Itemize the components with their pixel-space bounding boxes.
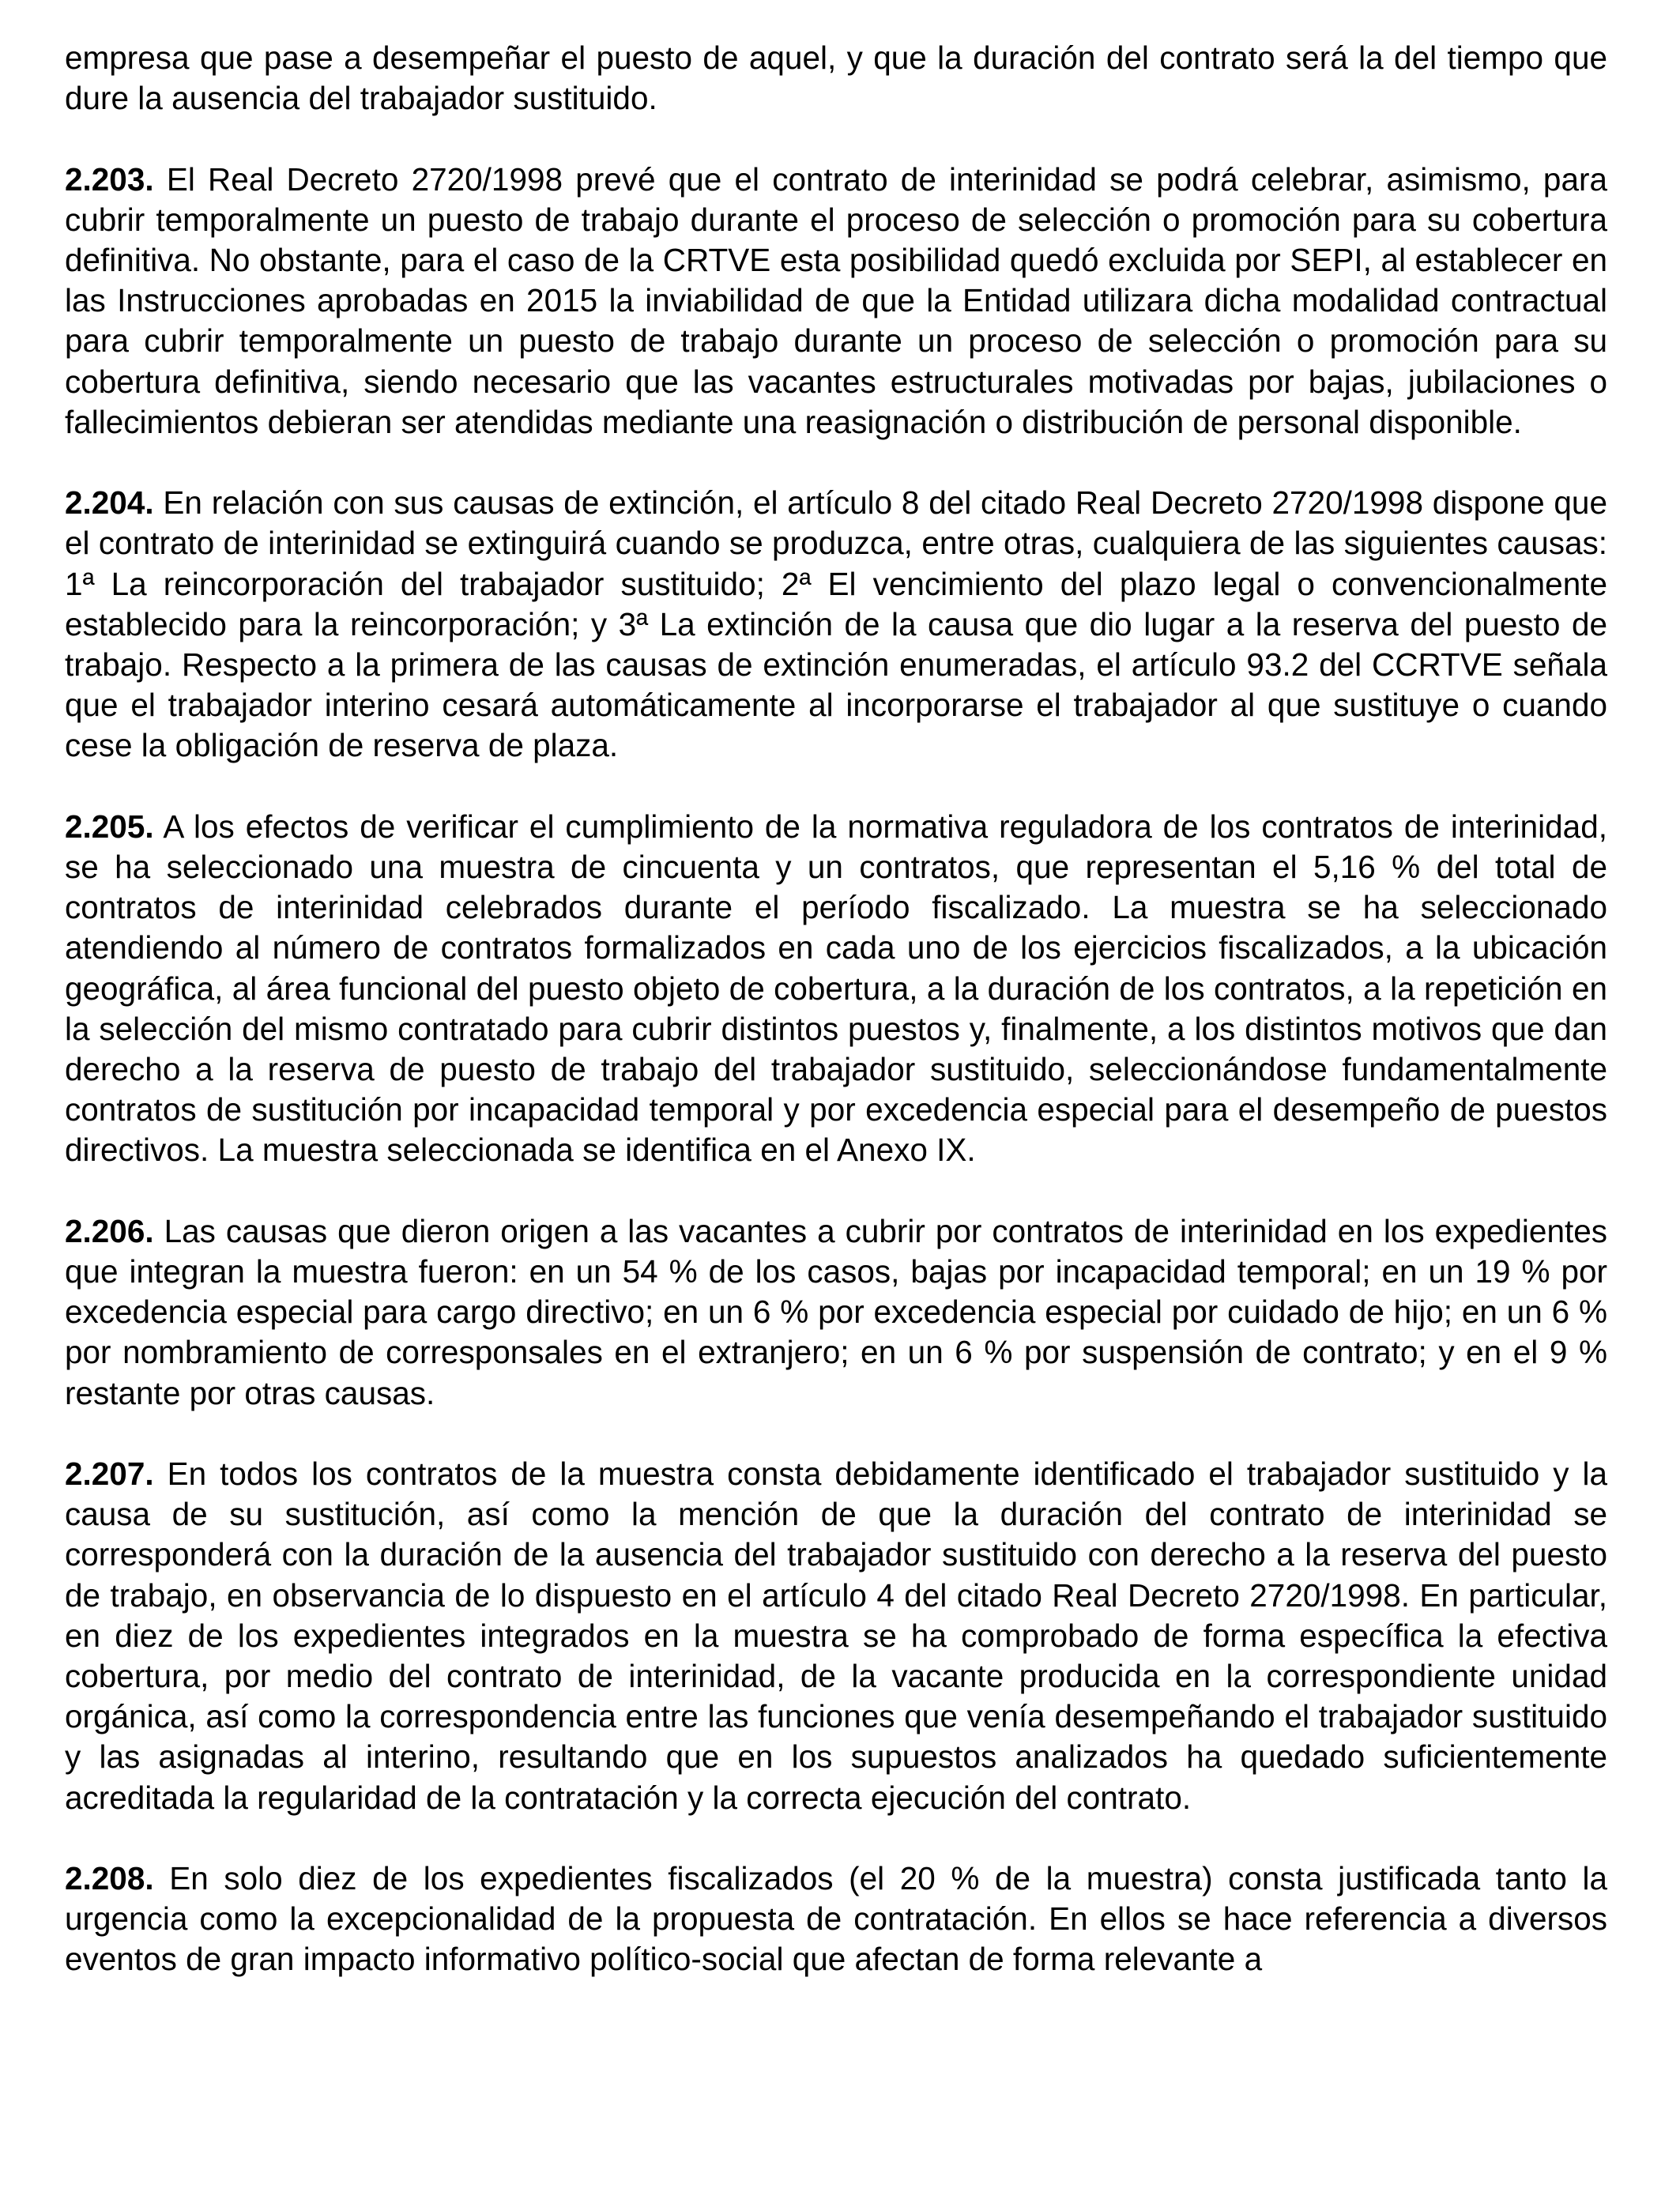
paragraph-text: A los efectos de verificar el cumplimiento de la normativa reguladora de los contratos de interinidad, se ha seleccionado una muestra de cincuenta y un contratos, que representan el 5,16 % del total de contratos de interinidad celebrados durante el período fiscalizado. La muestra se ha seleccionado atendiendo al número de contratos formalizados en cada uno de los ejercicios fiscalizados, a la ubicación geográfica, al área funcional del puesto objeto de cobertura, a la duración de los contratos, a la repetición en la selección del mismo contratado para cubrir distintos puestos y, finalmente, a los distintos motivos que dan derecho a la reserva de puesto de trabajo del trabajador sustituido, seleccionándose fundamentalmente contratos de sustitución por incapacidad temporal y por excedencia especial para el desempeño de puestos directivos. La muestra seleccionada se identifica en el Anexo IX. [65, 808, 1607, 1169]
paragraph-text: En relación con sus causas de extinción, el artículo 8 del citado Real Decreto 2720/1998 dispone que el contrato de interinidad se extinguirá cuando se produzca, entre otras, cualquiera de las siguientes causas: 1ª La reincorporación del trabajador sustituido; 2ª El vencimiento del plazo legal o convencionalmente establecido para la reincorporación; y 3ª La extinción de la causa que dio lugar a la reserva del puesto de trabajo. Respecto a la primera de las causas de extinción enumeradas, el artículo 93.2 del CCRTVE señala que el trabajador interino cesará automáticamente al incorporarse el trabajador al que sustituye o cuando cese la obligación de reserva de plaza. [65, 484, 1607, 764]
paragraph-number: 2.208. [65, 1860, 154, 1897]
paragraph-2-208 [65, 1859, 1607, 1980]
paragraph-number: 2.207. [65, 1456, 154, 1493]
paragraph-text: El Real Decreto 2720/1998 prevé que el contrato de interinidad se podrá celebrar, asimismo, para cubrir temporalmente un puesto de trabajo durante el proceso de selección o promoción para su cobertura definitiva. No obstante, para el caso de la CRTVE esta posibilidad quedó excluida por SEPI, al establecer en las Instrucciones aprobadas en 2015 la inviabilidad de que la Entidad utilizara dicha modalidad contractual para cubrir temporalmente un puesto de trabajo durante un proceso de selección o promoción para su cobertura definitiva, siendo necesario que las vacantes estructurales motivadas por bajas, jubilaciones o fallecimientos debieran ser atendidas mediante una reasignación o distribución de personal disponible. [65, 160, 1607, 440]
paragraph-2-206 [65, 1211, 1607, 1414]
paragraph-number: 2.205. [65, 808, 154, 845]
paragraph-text: empresa que pase a desempeñar el puesto de aquel, y que la duración del contrato será la del tiempo que dure la ausencia del trabajador sustituido. [65, 40, 1607, 117]
paragraph-text: En solo diez de los expedientes fiscalizados (el 20 % de la muestra) consta justificada tanto la urgencia como la excepcionalidad de la propuesta de contratación. En ellos se hace referencia a diversos eventos de gran impacto informativo político-social que afectan de forma relevante a [65, 1860, 1607, 1978]
paragraph-2-207 [65, 1454, 1607, 1818]
paragraph-number: 2.206. [65, 1212, 154, 1249]
paragraph-number: 2.204. [65, 484, 154, 522]
paragraph-2-203 [65, 160, 1607, 443]
paragraph-continuation [65, 38, 1607, 119]
paragraph-text: En todos los contratos de la muestra consta debidamente identificado el trabajador sustituido y la causa de su sustitución, así como la mención de que la duración del contrato de interinidad se corresponderá con la duración de la ausencia del trabajador sustituido con derecho a la reserva del puesto de trabajo, en observancia de lo dispuesto en el artículo 4 del citado Real Decreto 2720/1998. En particular, en diez de los expedientes integrados en la muestra se ha comprobado de forma específica la efectiva cobertura, por medio del contrato de interinidad, de la vacante producida en la correspondiente unidad orgánica, así como la correspondencia entre las funciones que venía desempeñando el trabajador sustituido y las asignadas al interino, resultando que en los supuestos analizados ha quedado suficientemente acreditada la regularidad de la contratación y la correcta ejecución del contrato. [65, 1456, 1607, 1816]
paragraph-2-204 [65, 483, 1607, 766]
paragraph-number: 2.203. [65, 160, 154, 198]
paragraph-2-205 [65, 807, 1607, 1171]
paragraph-text: Las causas que dieron origen a las vacantes a cubrir por contratos de interinidad en los expedientes que integran la muestra fueron: en un 54 % de los casos, bajas por incapacidad temporal; en un 19 % por excedencia especial para cargo directivo; en un 6 % por excedencia especial por cuidado de hijo; en un 6 % por nombramiento de corresponsales en el extranjero; en un 6 % por suspensión de contrato; y en el 9 % restante por otras causas. [65, 1212, 1607, 1411]
document-page [65, 38, 1607, 2021]
